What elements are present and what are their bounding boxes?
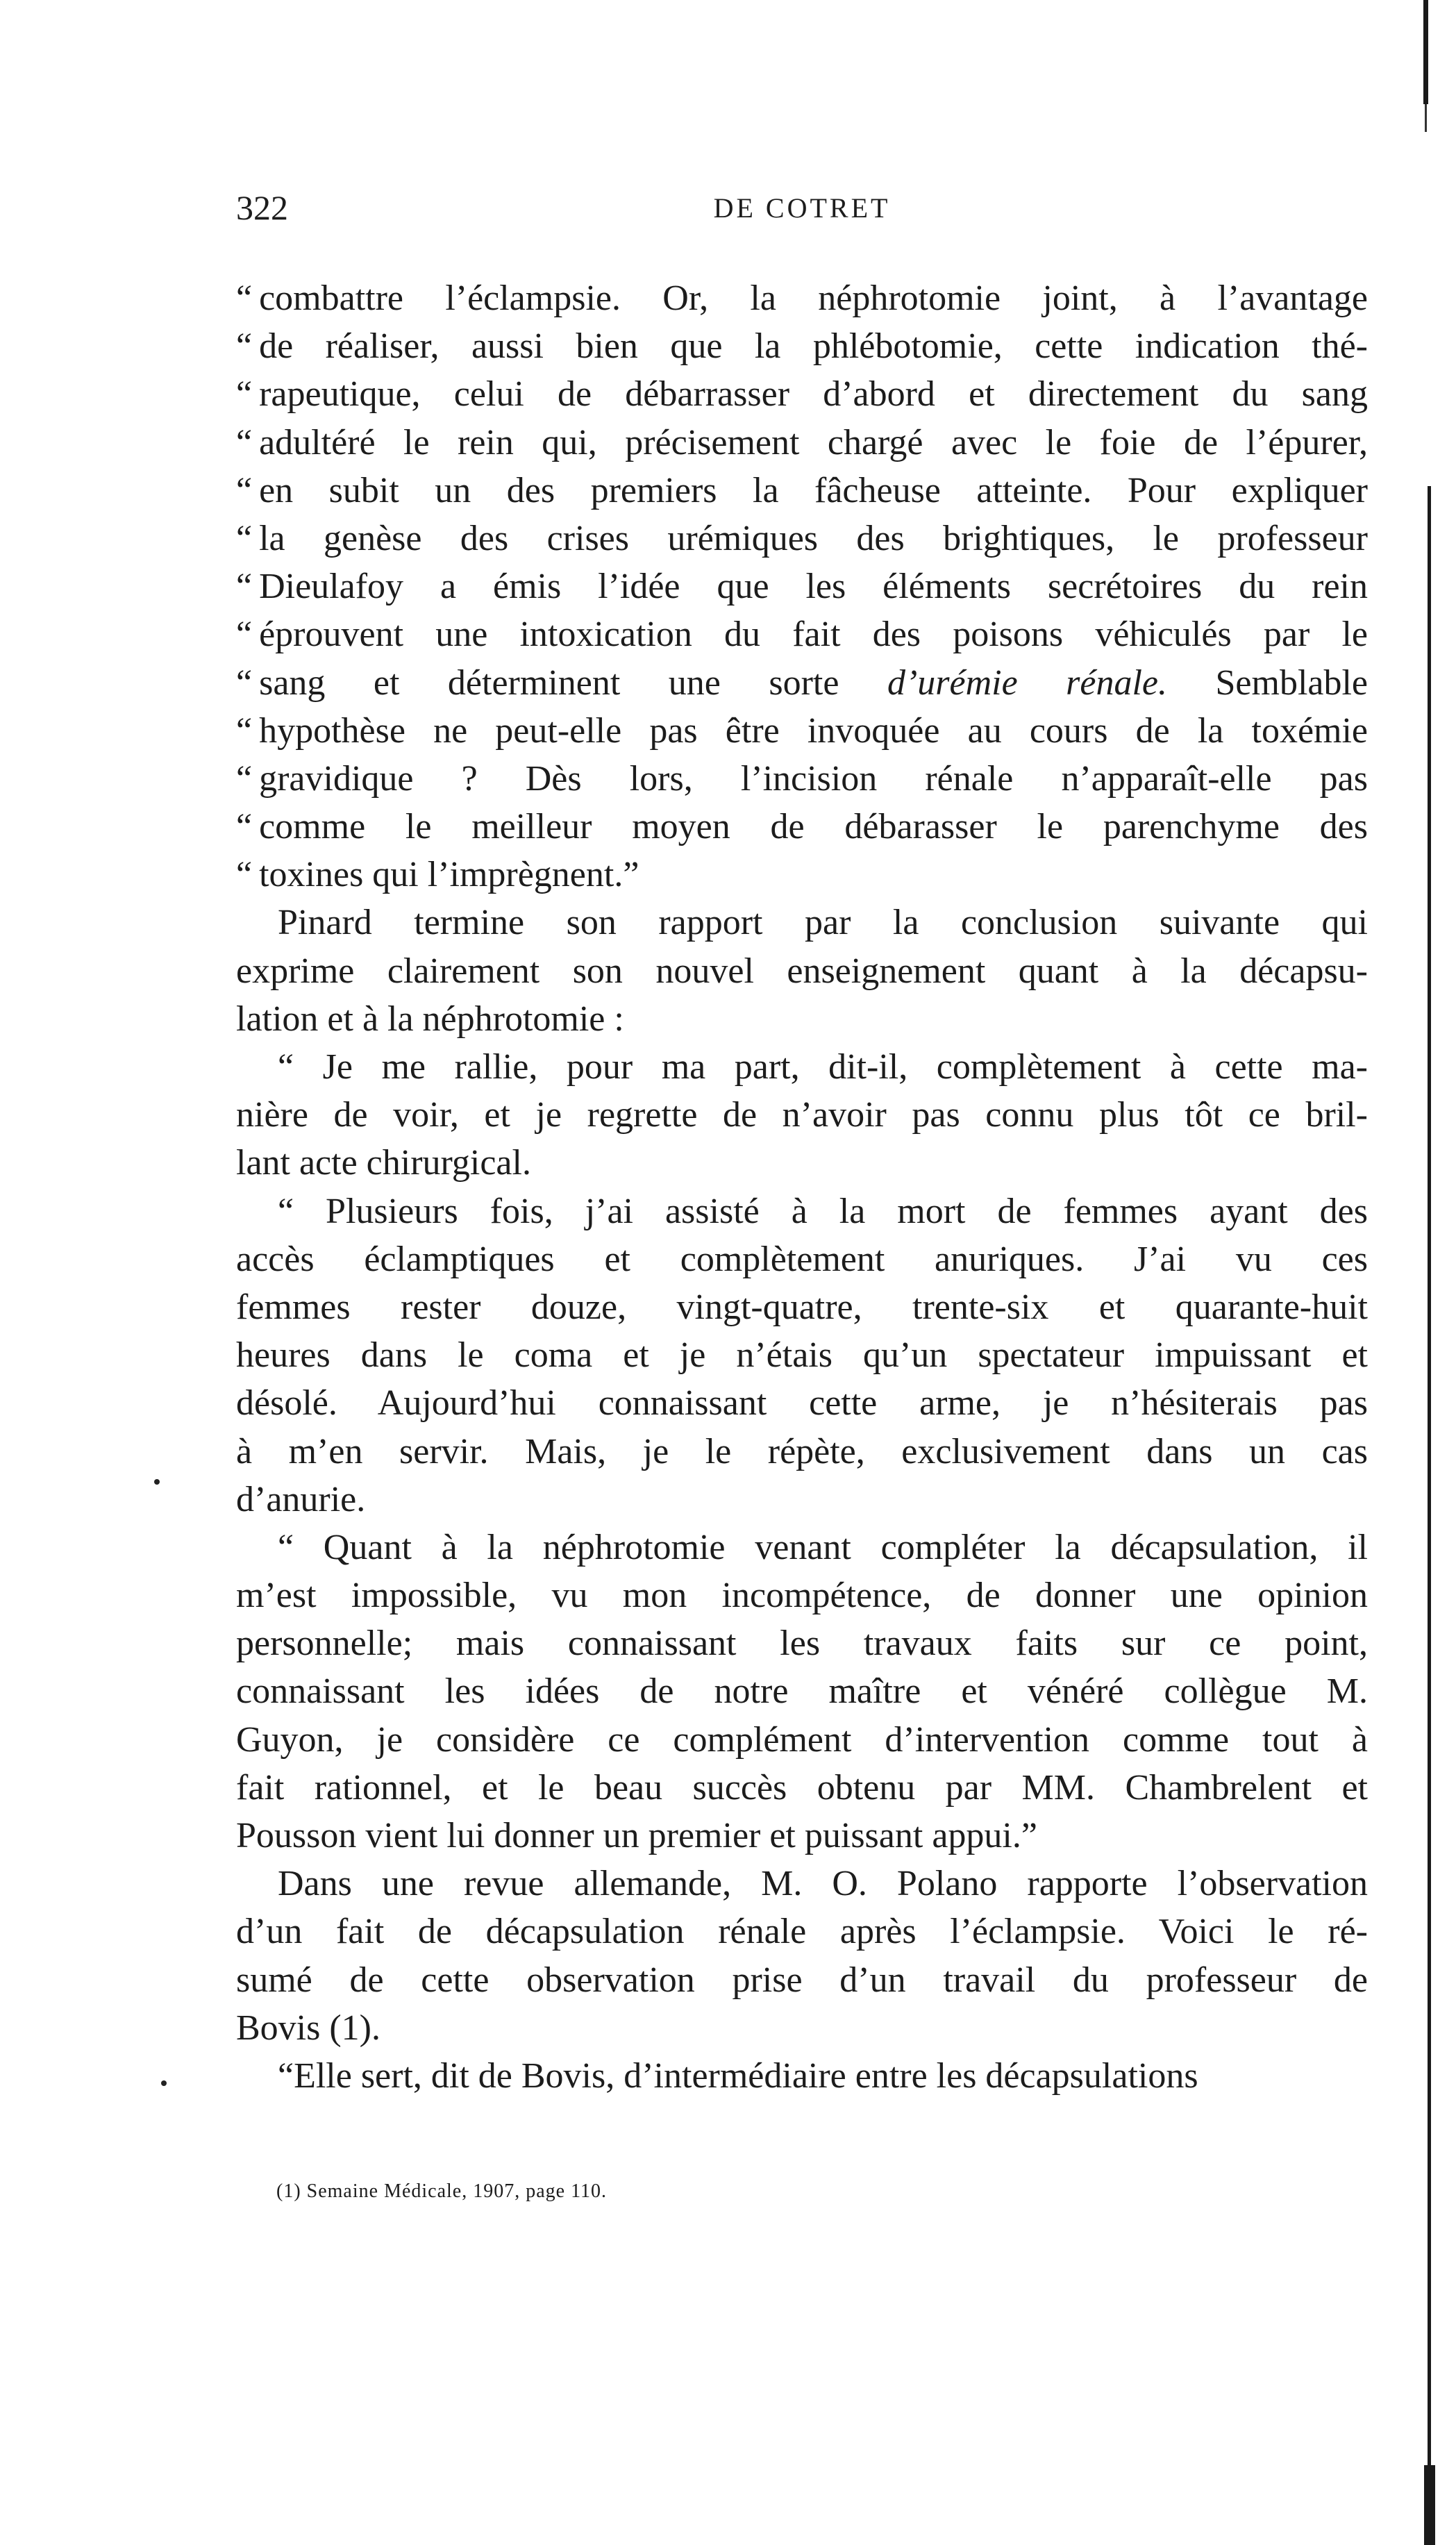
line-text: désolé. Aujourd’hui connaissant cette arme, je n’hésiterais pas [236,1383,1368,1424]
line-text: sang et déterminent une sorte [259,662,839,703]
line-text: femmes rester douze, vingt-quatre, trente-six et quarante-huit [236,1287,1368,1327]
quoted-line [236,419,1368,467]
line-text: “ Plusieurs fois, j’ai assisté à la mort de femmes ayant des [278,1191,1368,1231]
line-text: “ Quant à la néphrotomie venant compléter la décapsulation, il [278,1527,1368,1567]
line-text: personnelle; mais connaissant les travaux faits sur ce point, [236,1624,1368,1664]
binding-edge-right [1428,486,1431,2479]
open-quote-mark: “ [236,278,253,318]
line-text: comme le meilleur moyen de débarasser le parenchyme des [259,807,1368,847]
open-quote-mark: “ [236,758,253,799]
quoted-line [236,851,1368,899]
page-number: 322 [236,188,288,227]
open-quote-mark: “ [236,470,253,510]
line-text: Dieulafoy a émis l’idée que les éléments secrétoires du rein [259,567,1368,607]
quoted-line [236,755,1368,803]
open-quote-mark: “ [236,855,253,895]
page-header [236,187,1368,243]
line-text: la genèse des crises urémiques des brightiques, le professeur [259,518,1368,558]
paragraph-3-line [236,1619,1368,1667]
paragraph-3-line [236,1667,1368,1715]
paragraph-1-line [236,1043,1368,1091]
paragraph-3-line [236,1571,1368,1619]
paragraph-2-line [236,1476,1368,1524]
body-text [236,274,1368,2100]
line-text: de réaliser, aussi bien que la phlébotomie, cette indication thé- [259,326,1368,367]
line-text: en subit un des premiers la fâcheuse atteinte. Pour expliquer [259,470,1368,510]
open-quote-mark: “ [236,326,253,367]
paragraph-2-line [236,1331,1368,1379]
open-quote-mark: “ [236,518,253,558]
quoted-line [236,562,1368,610]
paragraph-5-line [236,2052,1368,2100]
open-quote-mark: “ [236,807,253,847]
paragraph-3-line [236,1764,1368,1812]
open-quote-mark: “ [236,567,253,607]
line-text: Guyon, je considère ce complément d’intervention comme tout à [236,1719,1368,1760]
paragraph-4-line [236,1860,1368,1908]
paragraph-0-line [236,947,1368,995]
line-text: “Elle sert, dit de Bovis, d’intermédiaire entre les décapsulations [278,2055,1198,2096]
line-text: Dans une revue allemande, M. O. Polano rapporte l’observation [278,1864,1368,1904]
margin-dot [154,1479,160,1485]
paragraph-4-line [236,2004,1368,2052]
margin-dot [161,2080,167,2086]
paragraph-2-line [236,1379,1368,1427]
line-text: sumé de cette observation prise d’un travail du professeur de [236,1960,1368,2000]
footnote: (1) Semaine Médicale, 1907, page 110. [276,2180,608,2202]
paragraph-4-line [236,1956,1368,2004]
line-text: m’est impossible, vu mon incompétence, de donner une opinion [236,1576,1368,1616]
open-quote-mark: “ [236,710,253,751]
binding-mark [1425,104,1427,132]
line-text: lation et à la néphrotomie : [236,999,624,1039]
line-text: “ Je me rallie, pour ma part, dit-il, complètement à cette ma- [278,1047,1368,1087]
line-text: nière de voir, et je regrette de n’avoir pas connu plus tôt ce bril- [236,1095,1368,1135]
quoted-line [236,322,1368,370]
paragraph-1-line [236,1091,1368,1139]
binding-edge-bottom [1424,2465,1435,2545]
open-quote-mark: “ [236,374,253,415]
line-text-after-italic: Semblable [1215,662,1369,703]
line-text: éprouvent une intoxication du fait des poisons véhiculés par le [259,615,1368,655]
line-text: combattre l’éclampsie. Or, la néphrotomie joint, à l’avantage [259,278,1368,318]
line-text: Pinard termine son rapport par la conclusion suivante qui [278,903,1368,943]
paragraph-2-line [236,1187,1368,1235]
paragraph-0-line [236,995,1368,1043]
line-text: d’un fait de décapsulation rénale après l’éclampsie. Voici le ré- [236,1912,1368,1952]
italic-phrase: d’urémie rénale. [887,662,1167,703]
line-text: fait rationnel, et le beau succès obtenu par MM. Chambrelent et [236,1767,1368,1808]
quoted-line [236,659,1368,707]
quoted-line [236,803,1368,851]
line-text: Pousson vient lui donner un premier et puissant appui.” [236,1816,1037,1855]
quoted-line [236,610,1368,658]
line-text: Bovis (1). [236,2008,380,2048]
open-quote-mark: “ [236,615,253,655]
paragraph-2-line [236,1428,1368,1476]
quoted-line [236,707,1368,755]
line-text: à m’en servir. Mais, je le répète, exclusivement dans un cas [236,1431,1368,1471]
quoted-line [236,515,1368,562]
line-text: exprime clairement son nouvel enseignement quant à la décapsu- [236,951,1368,991]
line-text: d’anurie. [236,1479,366,1519]
paragraph-3-line [236,1524,1368,1571]
line-text: accès éclamptiques et complètement anuriques. J’ai vu ces [236,1239,1368,1279]
line-text: rapeutique, celui de débarrasser d’abord et directement du sang [259,374,1368,415]
binding-edge-top [1423,0,1428,104]
quoted-line [236,370,1368,418]
paragraph-1-line [236,1139,1368,1187]
quoted-line [236,467,1368,515]
running-head: DE COTRET [713,192,891,224]
line-text: hypothèse ne peut-elle pas être invoquée au cours de la toxémie [259,710,1368,751]
open-quote-mark: “ [236,662,253,703]
open-quote-mark: “ [236,422,253,462]
line-text: toxines qui l’imprègnent.” [259,855,639,895]
line-text: gravidique ? Dès lors, l’incision rénale n’apparaît-elle pas [259,758,1368,799]
paragraph-4-line [236,1908,1368,1955]
line-text: connaissant les idées de notre maître et vénéré collègue M. [236,1671,1368,1712]
paragraph-2-line [236,1235,1368,1283]
paragraph-0-line [236,899,1368,946]
line-text: heures dans le coma et je n’étais qu’un spectateur impuissant et [236,1335,1368,1376]
paragraph-3-line [236,1716,1368,1764]
quoted-line [236,274,1368,322]
paragraph-2-line [236,1283,1368,1331]
line-text: lant acte chirurgical. [236,1143,531,1183]
line-text: adultéré le rein qui, précisement chargé avec le foie de l’épurer, [259,422,1368,462]
paragraph-3-line [236,1812,1368,1860]
